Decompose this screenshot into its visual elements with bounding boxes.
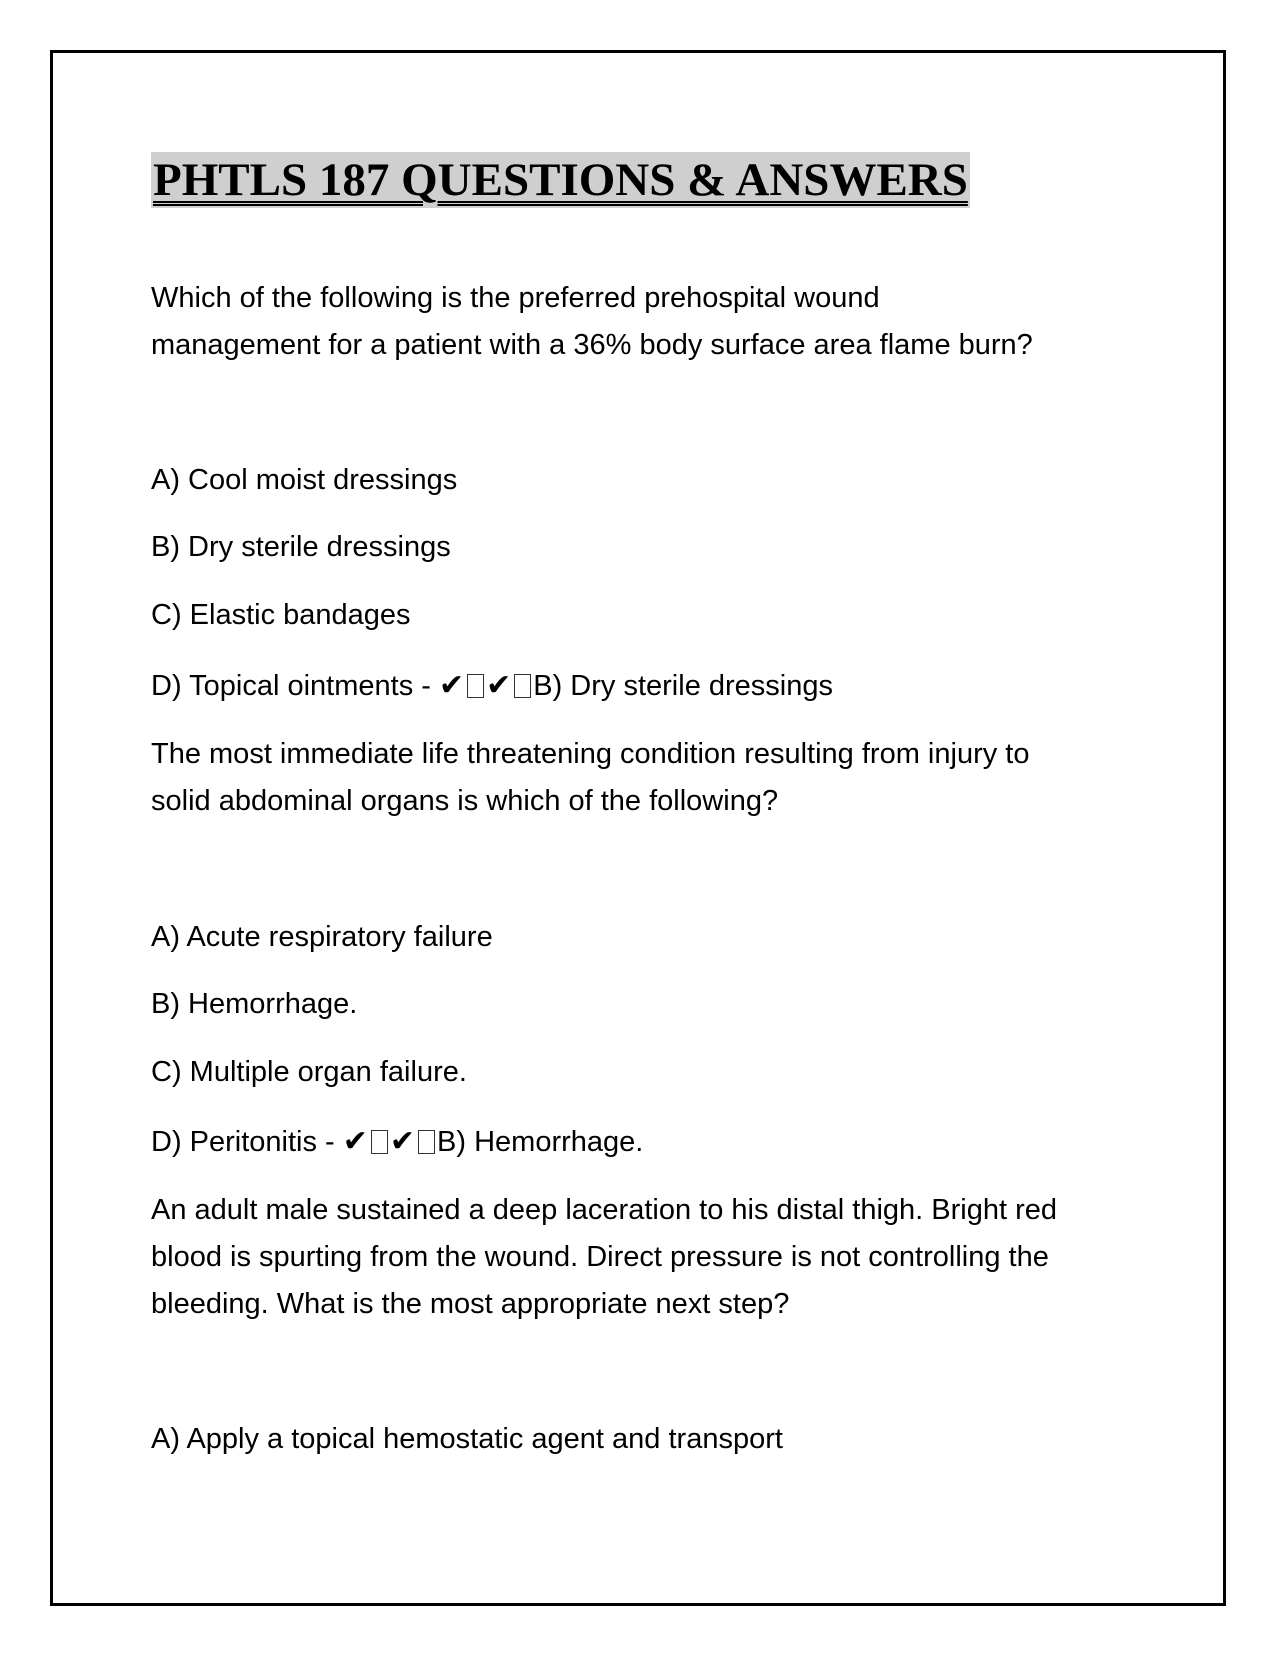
empty-box-icon bbox=[467, 674, 484, 698]
question-2-option-b: B) Hemorrhage. bbox=[151, 988, 358, 1020]
empty-box-icon bbox=[418, 1130, 435, 1154]
question-2-answer: B) Hemorrhage. bbox=[437, 1126, 644, 1158]
check-mark-icon: ✔ bbox=[342, 1124, 368, 1159]
empty-box-icon bbox=[514, 674, 531, 698]
question-2-option-c: C) Multiple organ failure. bbox=[151, 1056, 467, 1088]
question-1-option-c: C) Elastic bandages bbox=[151, 599, 411, 631]
question-1-option-a: A) Cool moist dressings bbox=[151, 464, 458, 496]
document-title: PHTLS 187 QUESTIONS & ANSWERS bbox=[153, 154, 968, 206]
question-3-option-a: A) Apply a topical hemostatic agent and transport bbox=[151, 1423, 783, 1455]
question-1-answer: B) Dry sterile dressings bbox=[533, 670, 833, 702]
check-mark-icon: ✔ bbox=[438, 668, 465, 703]
question-2-option-a: A) Acute respiratory failure bbox=[151, 921, 493, 953]
question-1-option-b: B) Dry sterile dressings bbox=[151, 531, 451, 563]
question-2-prompt-line-2: solid abdominal organs is which of the following? bbox=[151, 785, 779, 817]
question-1-prompt-line-1: Which of the following is the preferred prehospital wound bbox=[151, 282, 880, 314]
question-3-prompt-line-1: An adult male sustained a deep laceration to his distal thigh. Bright red bbox=[151, 1194, 1057, 1226]
question-1-option-d: D) Topical ointments - bbox=[151, 670, 439, 702]
question-2-option-d: D) Peritonitis - bbox=[151, 1126, 343, 1158]
question-3-prompt-line-3: bleeding. What is the most appropriate next step? bbox=[151, 1288, 790, 1320]
check-mark-icon: ✔ bbox=[486, 668, 512, 703]
question-1-prompt-line-2: management for a patient with a 36% body surface area flame burn? bbox=[151, 329, 1033, 361]
check-mark-icon: ✔ bbox=[389, 1124, 416, 1159]
question-2-prompt-line-1: The most immediate life threatening condition resulting from injury to bbox=[151, 738, 1030, 770]
empty-box-icon bbox=[371, 1130, 388, 1154]
question-1-option-d-with-answer bbox=[151, 662, 833, 710]
question-2-option-d-with-answer bbox=[151, 1118, 643, 1166]
question-3-prompt-line-2: blood is spurting from the wound. Direct pressure is not controlling the bbox=[151, 1241, 1049, 1273]
